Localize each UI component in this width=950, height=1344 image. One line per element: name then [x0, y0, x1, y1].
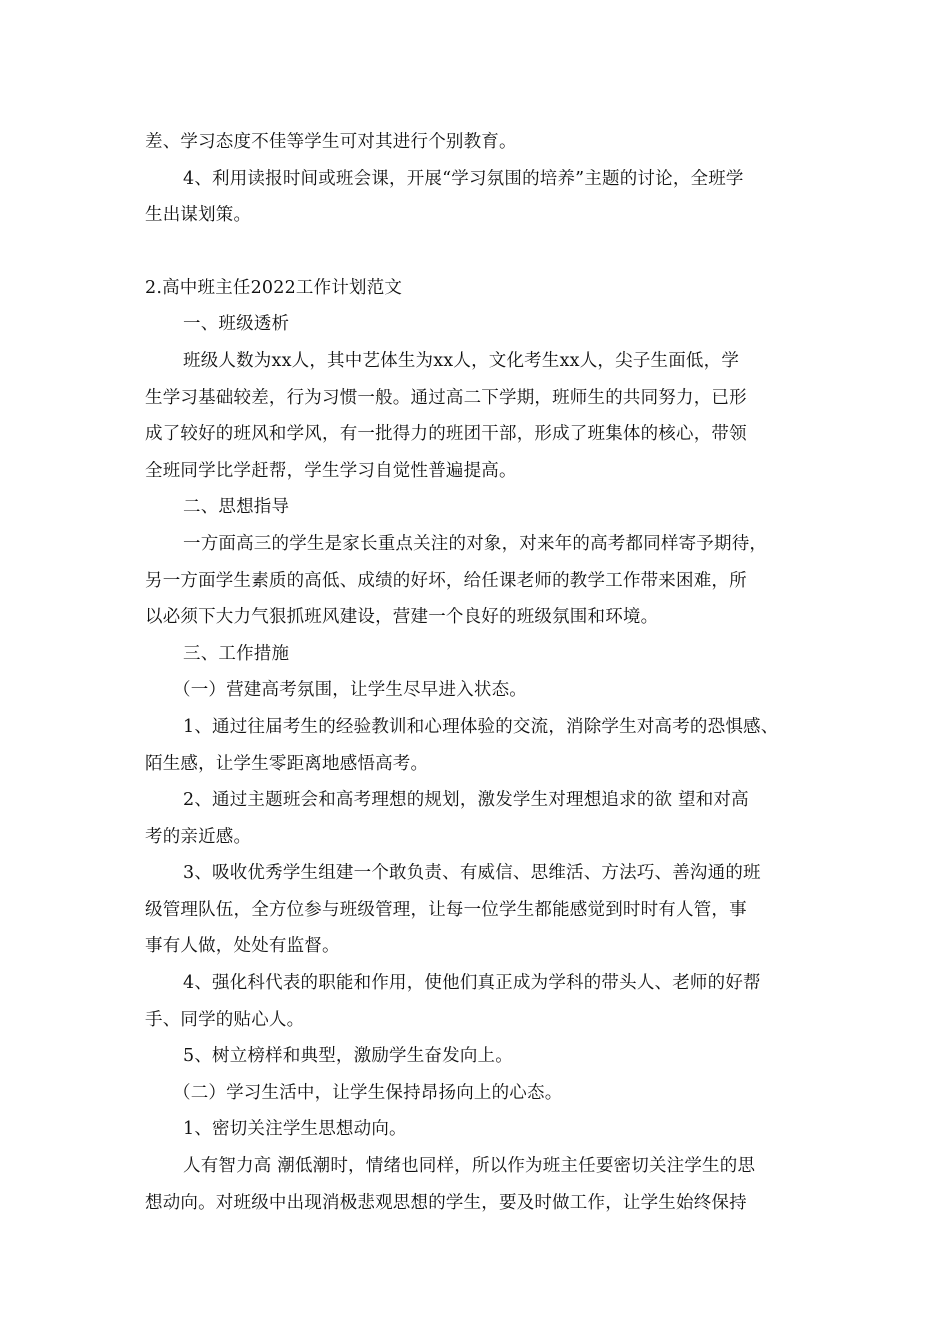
paragraph-line: 以必须下大力气狠抓班风建设，营建一个良好的班级氛围和环境。 — [145, 607, 659, 628]
section-body-text — [145, 306, 825, 1221]
paragraph-line: 一、班级透析 — [183, 314, 290, 335]
paragraph-line: 另一方面学生素质的高低、成绩的好坏，给任课老师的教学工作带来困难，所 — [145, 570, 747, 591]
paragraph-line: 想动向。对班级中出现消极悲观思想的学生，要及时做工作，让学生始终保持 — [145, 1192, 747, 1213]
document-page — [145, 124, 825, 1221]
paragraph-line: 1、通过往届考生的经验教训和心理体验的交流，消除学生对高考的恐惧感、 — [183, 716, 779, 737]
paragraph-line: 4、强化科代表的职能和作用，使他们真正成为学科的带头人、老师的好帮 — [183, 973, 761, 994]
paragraph-line: 4、利用读报时间或班会课，开展“学习氛围的培养”主题的讨论，全班学 — [183, 168, 744, 189]
paragraph-line: 2、通过主题班会和高考理想的规划，激发学生对理想追求的欲 望和对高 — [183, 790, 749, 811]
paragraph-line: 事有人做，处处有监督。 — [145, 936, 340, 957]
paragraph-line: （二）学习生活中，让学生保持昂扬向上的心态。 — [173, 1082, 563, 1103]
paragraph-line: 班级人数为xx人，其中艺体生为xx人，文化考生xx人，尖子生面低，学 — [183, 350, 740, 371]
paragraph-line: 人有智力高 潮低潮时，情绪也同样，所以作为班主任要密切关注学生的思 — [183, 1156, 756, 1177]
paragraph-line: 成了较好的班风和学风，有一批得力的班团干部，形成了班集体的核心，带领 — [145, 424, 747, 445]
paragraph-line: 二、思想指导 — [183, 497, 290, 518]
paragraph-line: （一）营建高考氛围，让学生尽早进入状态。 — [173, 680, 527, 701]
paragraph-line: 考的亲近感。 — [145, 826, 252, 847]
paragraph-line: 生学习基础较差，行为习惯一般。通过高二下学期，班师生的共同努力，已形 — [145, 387, 747, 408]
paragraph-line: 生出谋划策。 — [145, 205, 252, 226]
paragraph-line: 陌生感，让学生零距离地感悟高考。 — [145, 753, 429, 774]
paragraph-line: 5、树立榜样和典型，激励学生奋发向上。 — [183, 1046, 513, 1067]
paragraph-line: 全班同学比学赶帮，学生学习自觉性普遍提高。 — [145, 460, 517, 481]
section-title: 2.高中班主任2022工作计划范文 — [145, 277, 403, 298]
paragraph-line: 手、同学的贴心人。 — [145, 1009, 305, 1030]
paragraph-line: 差、学习态度不佳等学生可对其进行个别教育。 — [145, 132, 517, 152]
section-gap — [145, 234, 825, 270]
paragraph-line: 一方面高三的学生是家长重点关注的对象，对来年的高考都同样寄予期待， — [183, 533, 768, 554]
paragraph-line: 三、工作措施 — [183, 643, 290, 664]
preceding-section-text — [145, 124, 825, 234]
paragraph-line: 3、吸收优秀学生组建一个敢负责、有威信、思维活、方法巧、善沟通的班 — [183, 863, 761, 884]
paragraph-line: 1、密切关注学生思想动向。 — [183, 1119, 407, 1140]
paragraph-line: 级管理队伍，全方位参与班级管理，让每一位学生都能感觉到时时有人管，事 — [145, 899, 747, 920]
